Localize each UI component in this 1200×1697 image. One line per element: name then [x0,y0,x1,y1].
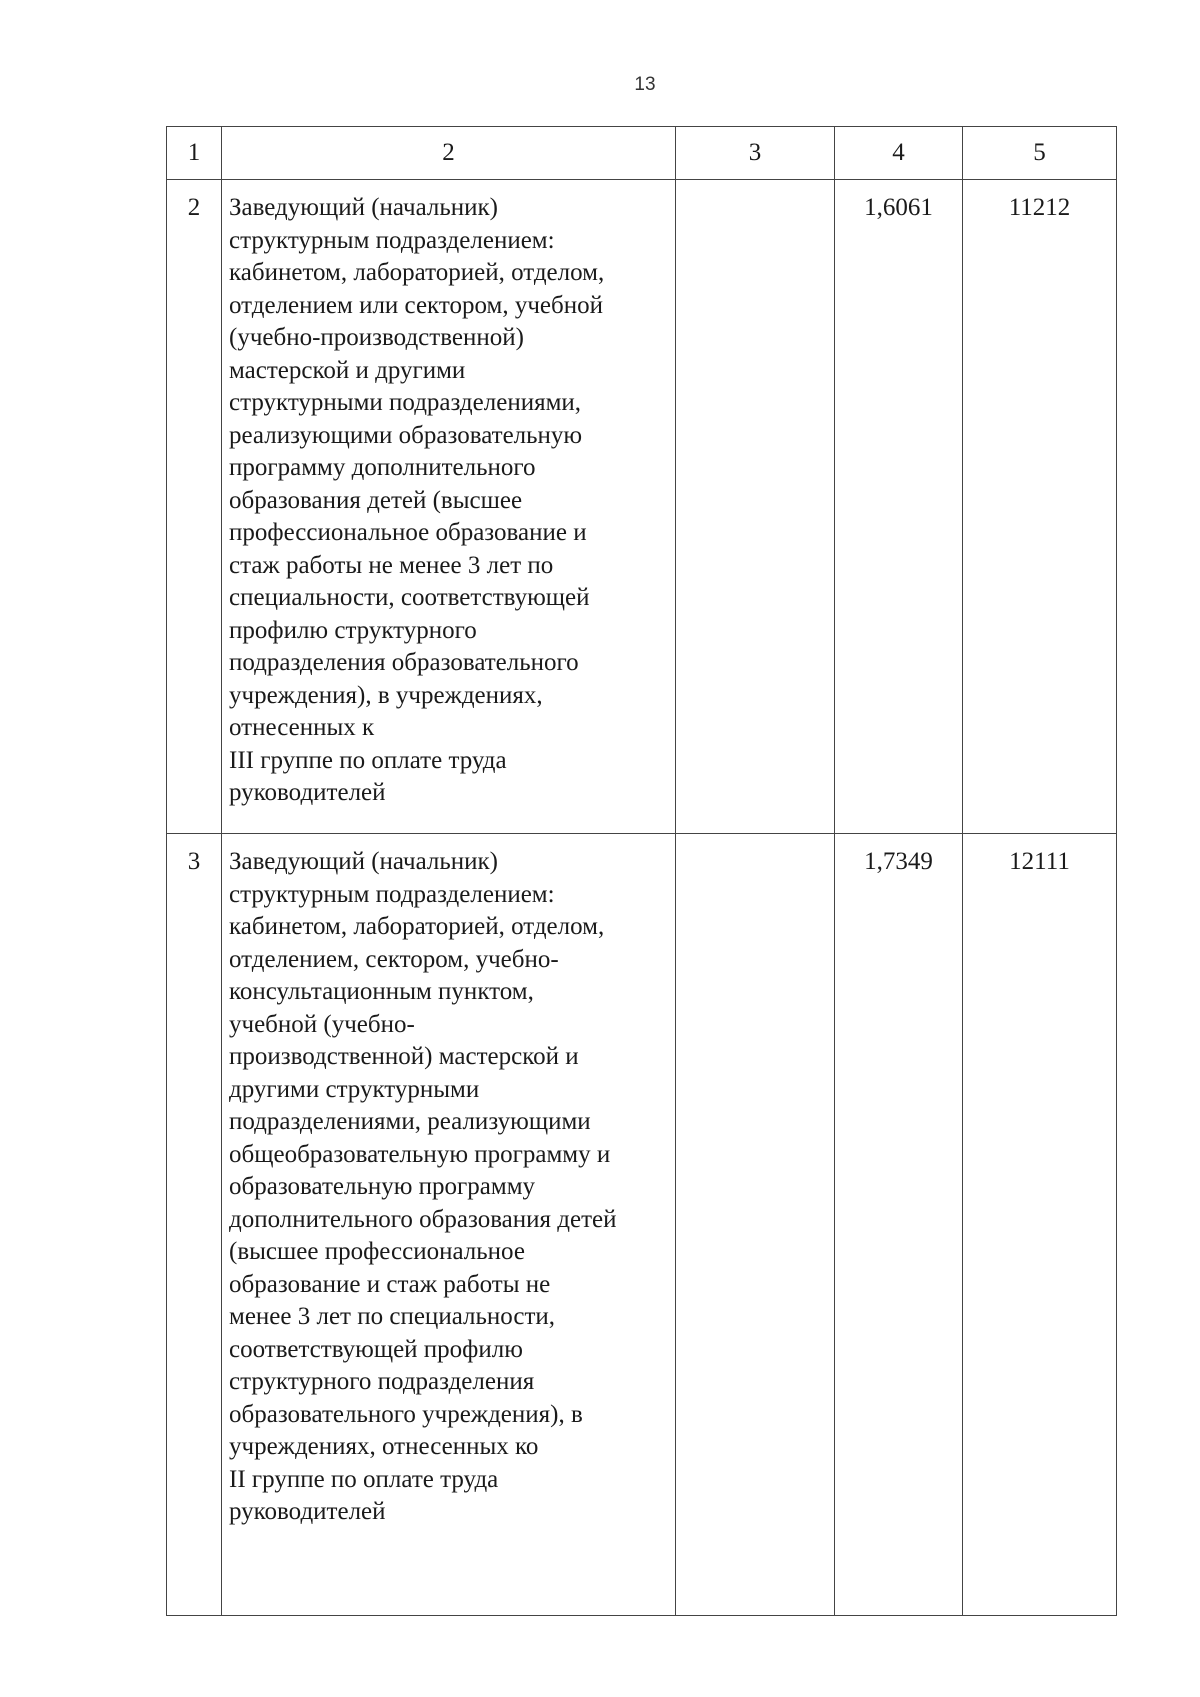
description-line: учреждениях, отнесенных ко [229,1433,539,1460]
header-cell-1: 1 [167,127,222,180]
description-line: соответствующей профилю [229,1335,523,1363]
description-line: учебной (учебно- [229,1010,415,1038]
table-row [167,834,1117,1616]
description-line: отделением или сектором, учебной [229,291,603,319]
description-line: менее 3 лет по специальности, [229,1303,556,1330]
description-line: (высшее профессиональное [229,1238,525,1265]
header-cell-5: 5 [963,127,1117,180]
description-line: производственной) мастерской и [229,1043,579,1070]
description-line: мастерской и другими [229,356,466,384]
position-description [222,834,676,1616]
description-line: подразделения образовательного [229,649,579,676]
description-line: дополнительного образования детей [229,1205,617,1233]
coefficient-cell: 1,6061 [835,180,963,834]
description-line: другими структурными [229,1075,480,1103]
header-cell-3: 3 [676,127,835,180]
description-line: II группе по оплате труда [229,1465,499,1493]
description-line: кабинетом, лабораторией, отделом, [229,913,605,940]
position-description [222,180,676,834]
page-number: 13 [634,74,656,95]
description-line: структурным подразделением: [229,226,555,254]
description-line: руководителей [229,1498,386,1525]
description-line: стаж работы не менее 3 лет по [229,551,554,579]
description-line: образования детей (высшее [229,486,523,514]
description-line: учреждения), в учреждениях, [229,681,543,709]
description-line: структурным подразделением: [229,880,555,908]
description-line: III группе по оплате труда [229,746,507,774]
row-number: 3 [167,834,222,1616]
description-line: структурными подразделениями, [229,389,582,416]
amount-cell: 11212 [963,180,1117,834]
description-line: образовательного учреждения), в [229,1400,583,1428]
row-number: 2 [167,180,222,834]
description-line: образовательную программу [229,1173,536,1200]
table-header-row [167,127,1117,180]
salary-table [166,126,1117,1616]
description-line: консультационным пунктом, [229,978,534,1005]
description-line: отделением, сектором, учебно- [229,945,559,973]
col3-cell [676,834,835,1616]
description-line: Заведующий (начальник) [229,848,498,875]
description-line: специальности, соответствующей [229,584,590,611]
coefficient-cell: 1,7349 [835,834,963,1616]
description-line: профилю структурного [229,616,477,644]
description-line: реализующими образовательную [229,421,583,449]
description-line: руководителей [229,779,386,806]
description-line: кабинетом, лабораторией, отделом, [229,259,605,286]
amount-cell: 12111 [963,834,1117,1616]
description-line: подразделениями, реализующими [229,1108,591,1135]
description-line: программу дополнительного [229,454,536,481]
description-line: Заведующий (начальник) [229,194,498,221]
table-row [167,180,1117,834]
header-cell-4: 4 [835,127,963,180]
description-line: образование и стаж работы не [229,1270,551,1298]
description-line: отнесенных к [229,714,375,741]
description-line: структурного подразделения [229,1368,535,1395]
description-line: общеобразовательную программу и [229,1140,611,1168]
description-line: (учебно-производственной) [229,324,524,351]
col3-cell [676,180,835,834]
header-cell-2: 2 [222,127,676,180]
description-line: профессиональное образование и [229,519,587,546]
